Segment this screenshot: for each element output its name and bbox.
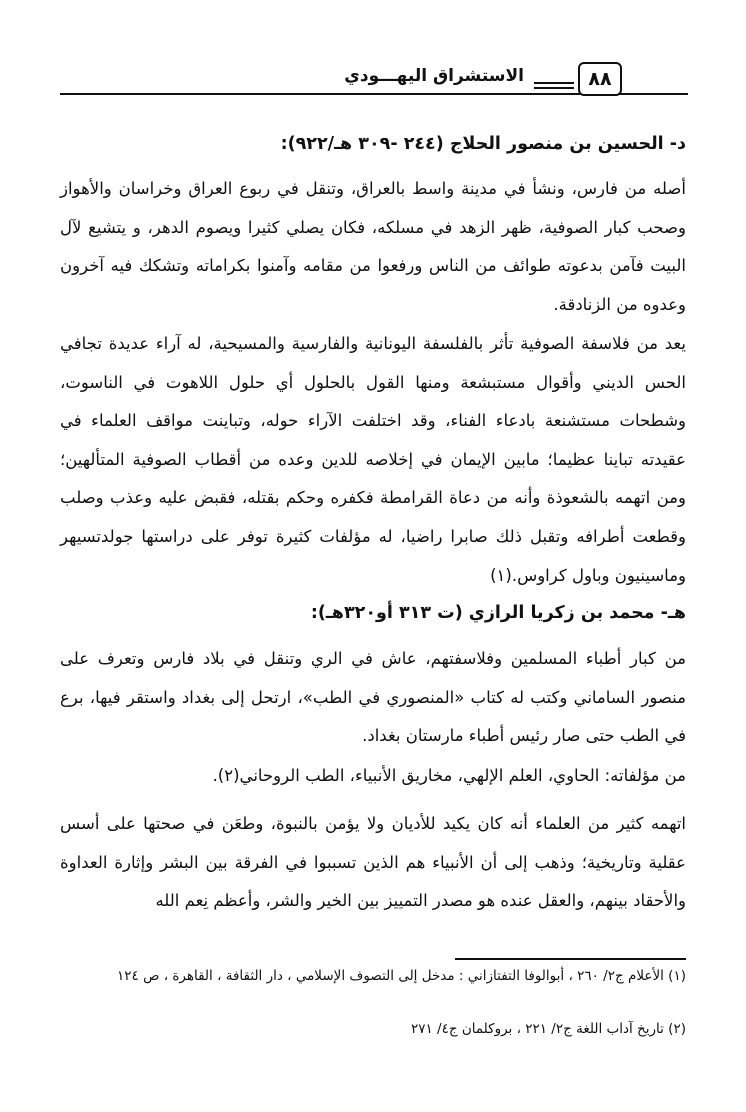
paragraph-razi-accusation: اتهمه كثير من العلماء أنه كان يكيد للأديان ولا يؤمن بالنبوة، وطعَن في صحتها على أسس عقلية وتاريخية؛ وذهب إلى أن الأنبياء هم الذين تسببوا في الفرقة بين البشر وإثارة العداوة والأحقاد بينهم، والعقل عنده هو مصدر التمييز بين الخير والشر، وأعظم نِعم الله — [60, 814, 686, 911]
paragraph-razi-bio: من كبار أطباء المسلمين وفلاسفتهم، عاش في الري وتنقل في بلاد فارس وتعرف على منصور الساماني وكتب له كتاب «المنصوري في الطب»، ارتحل إلى بغداد واستقر فيها، برع في الطب حتى صار رئيس أطباء مارستان بغداد. — [60, 649, 686, 746]
section-heading-hallaj: د- الحسين بن منصور الحلاج (٢٤٤ -٣٠٩ هـ/٩٢٢): — [280, 134, 686, 154]
header-rule-double-bottom — [534, 87, 574, 89]
running-title: الاستشراق اليهـــودي — [344, 66, 524, 86]
header-rule-left — [60, 93, 580, 95]
header-rule-right — [618, 93, 688, 95]
footnote-2: (٢) تاريخ آداب اللغة ج٢/ ٢٢١ ، بروكلمان ج٤/ ٢٧١ — [410, 1021, 686, 1037]
paragraph-hallaj-philosophy: يعد من فلاسفة الصوفية تأثر بالفلسفة اليونانية والفارسية والمسيحية، له آراء عديدة تجافي الحس الديني وأقوال مستبشعة ومنها القول بالحلول أي حلول اللاهوت في الناسوت، وشطحات مستشنعة بادعاء الفناء، وقد اختلفت الآراء حوله، وتباينت مواقف العلماء في عقيدته تباينا عظيما؛ مابين الإيمان في إخلاصه للدين وعده من أقطاب الصوفية المتألهين؛ ومن اتهمه بالشعوذة وأنه من دعاة القرامطة فكفره وحكم بقتله، فقبض عليه وعذب وصلب وقطعت أطرافه وتقبل ذلك صابرا راضيا، له مؤلفات كثيرة توفر على دراستها جولدتسيهر وماسينيون وباول كراوس.(١) — [60, 334, 686, 585]
paragraph-razi-works: من مؤلفاته: الحاوي، العلم الإلهي، مخاريق الأنبياء، الطب الروحاني(٢). — [212, 766, 686, 785]
paragraph-hallaj-origin: أصله من فارس، ونشأ في مدينة واسط بالعراق، وتنقل في ربوع العراق وخراسان والأهواز وصحب كبار الصوفية، ظهر الزهد في مسلكه، فكان يصلي كثيرا ويصوم الدهر، و يتشيع لآل البيت فآمن بدعوته طوائف من الناس ورفعوا من مقامه وآمنوا بكراماته وتشكك فيه آخرون وعدوه من الزنادقة. — [60, 179, 686, 314]
page-number: ٨٨ — [578, 62, 622, 96]
header-rule-double-top — [534, 82, 574, 84]
footnote-1: (١) الأعلام ج٢/ ٢٦٠ ، أبوالوفا التفتازاني : مدخل إلى التصوف الإسلامي ، دار الثقافة ، القاهرة ، ص ١٢٤ — [117, 968, 686, 984]
section-heading-razi: هـ- محمد بن زكريا الرازي (ت ٣١٣ أو٣٢٠هـ): — [310, 603, 686, 623]
footnote-separator — [455, 958, 686, 960]
